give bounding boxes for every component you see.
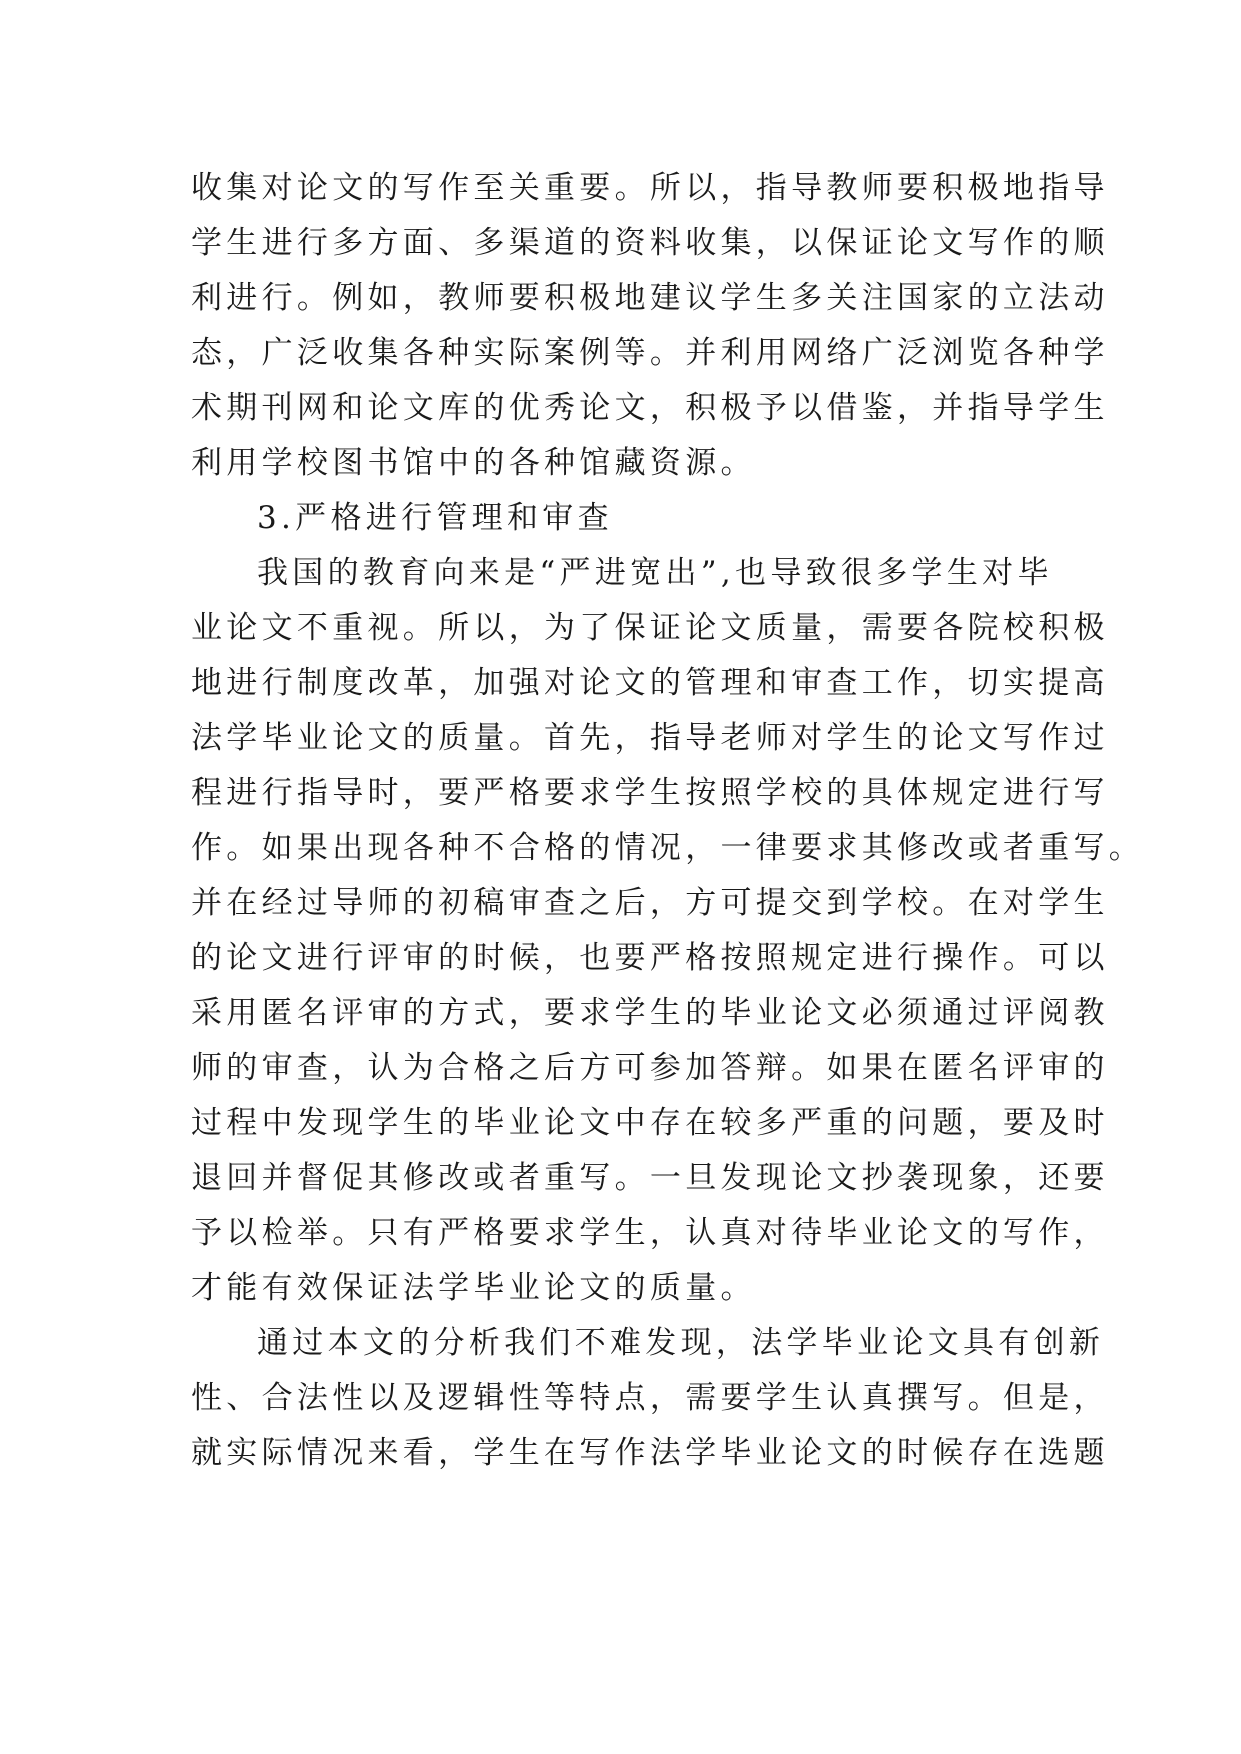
text-line: 采用匿名评审的方式，要求学生的毕业论文必须通过评阅教 [191,995,1109,1031]
section-heading: 3.严格进行管理和审查 [257,500,613,536]
text-line: 的论文进行评审的时候，也要严格按照规定进行操作。可以 [191,940,1109,976]
document-body [191,161,1145,1481]
text-line: 就实际情况来看，学生在写作法学毕业论文的时候存在选题 [191,1435,1109,1471]
text-line: 收集对论文的写作至关重要。所以，指导教师要积极地指导 [191,170,1109,206]
text-line: 利进行。例如，教师要积极地建议学生多关注国家的立法动 [191,280,1109,316]
text-line: 性、合法性以及逻辑性等特点，需要学生认真撰写。但是， [191,1380,1109,1416]
text-line: 术期刊网和论文库的优秀论文，积极予以借鉴，并指导学生 [191,390,1109,426]
paragraph-start-line: 通过本文的分析我们不难发现，法学毕业论文具有创新 [257,1325,1105,1361]
text-line: 程进行指导时，要严格要求学生按照学校的具体规定进行写 [191,775,1109,811]
text-line: 态，广泛收集各种实际案例等。并利用网络广泛浏览各种学 [191,335,1109,371]
text-line: 退回并督促其修改或者重写。一旦发现论文抄袭现象，还要 [191,1160,1109,1196]
text-line: 业论文不重视。所以，为了保证论文质量，需要各院校积极 [191,610,1109,646]
text-line: 法学毕业论文的质量。首先，指导老师对学生的论文写作过 [191,720,1109,756]
text-line: 过程中发现学生的毕业论文中存在较多严重的问题，要及时 [191,1105,1109,1141]
text-line: 利用学校图书馆中的各种馆藏资源。 [191,445,756,481]
text-line: 师的审查，认为合格之后方可参加答辩。如果在匿名评审的 [191,1050,1109,1086]
text-line: 才能有效保证法学毕业论文的质量。 [191,1270,756,1306]
text-line: 作。如果出现各种不合格的情况，一律要求其修改或者重写。 [191,830,1145,866]
text-line: 学生进行多方面、多渠道的资料收集，以保证论文写作的顺 [191,225,1109,261]
text-line: 地进行制度改革，加强对论文的管理和审查工作，切实提高 [191,665,1109,701]
paragraph-start-line: 我国的教育向来是“严进宽出”,也导致很多学生对毕 [257,555,1053,591]
text-line: 并在经过导师的初稿审查之后，方可提交到学校。在对学生 [191,885,1109,921]
text-line: 予以检举。只有严格要求学生，认真对待毕业论文的写作， [191,1215,1109,1251]
